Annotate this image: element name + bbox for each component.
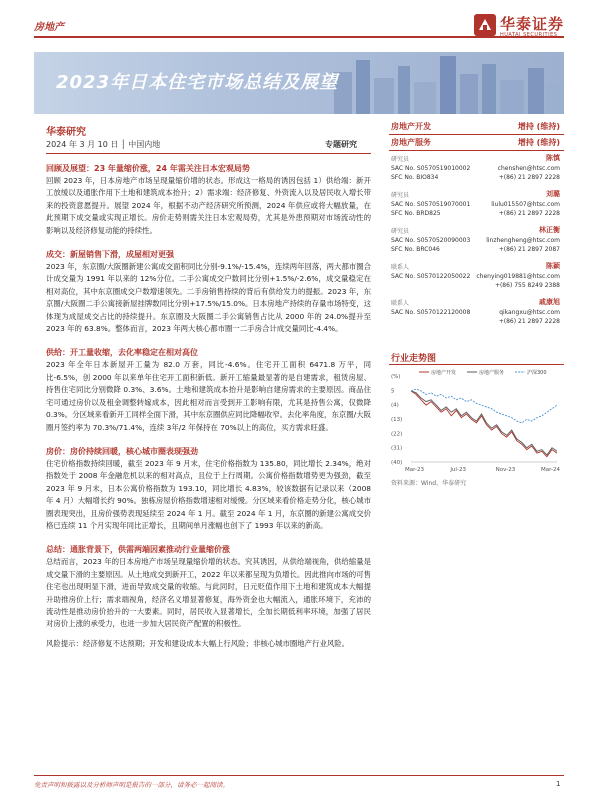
trend-chart-title: 行业走势图 xyxy=(391,354,437,364)
chart-source: 资料来源：Wind，华泰研究 xyxy=(391,480,467,487)
rating-value: 增持 (维持) xyxy=(517,122,560,131)
series-line xyxy=(411,391,557,457)
company-logo xyxy=(474,12,574,42)
analyst-name: 戚康旭 xyxy=(539,298,560,306)
legend-label: 房地产服务 xyxy=(479,370,505,376)
analyst-sfc: SFC No. BIO834 xyxy=(391,174,439,181)
analyst-phone: +(86) 21 2897 2228 xyxy=(498,210,560,217)
page-header xyxy=(0,0,600,46)
y-tick-label: (13) xyxy=(391,417,403,423)
rating-row xyxy=(389,135,564,150)
analyst-phone: +(86) 21 2897 2228 xyxy=(498,174,560,181)
y-tick-label: (%) xyxy=(391,374,401,380)
footer-disclaimer: 免责声明和披露以及分析师声明是报告的一部分，请务必一起阅读。 xyxy=(34,781,229,789)
analyst-card xyxy=(389,151,564,187)
rating-sector: 房地产开发 xyxy=(391,122,431,131)
industry-trend-chart xyxy=(389,368,564,476)
analyst-phone: +(86) 21 2897 2087 xyxy=(498,246,560,253)
analyst-email[interactable]: chenshen@htsc.com xyxy=(497,165,560,172)
analyst-sfc: SFC No. BRC046 xyxy=(391,246,440,253)
analyst-role: 研究员 xyxy=(391,156,410,163)
analyst-role: 联系人 xyxy=(391,300,410,307)
legend-label: 房地产开发 xyxy=(431,370,457,376)
analyst-phone: +(86) 755 8249 2388 xyxy=(494,282,560,289)
footer-divider xyxy=(34,775,564,776)
research-org: 华泰研究 xyxy=(46,127,86,138)
analyst-sfc: SFC No. BRD825 xyxy=(391,210,441,217)
analyst-email[interactable]: linzhengheng@htsc.com xyxy=(486,237,560,244)
analyst-sac: SAC No. S0570519070001 xyxy=(391,201,471,208)
x-tick-label: Jul-23 xyxy=(450,467,466,473)
section-title: 房价：房价持续回暖，核心城市圈表现强劲 xyxy=(46,446,198,456)
section-title: 回顾及展望：23 年量缩价涨，24 年需关注日本宏观局势 xyxy=(46,164,250,173)
analyst-name: 陈颖 xyxy=(546,262,560,270)
rating-row xyxy=(389,119,564,134)
analyst-email[interactable]: liulu015507@htsc.com xyxy=(491,201,560,208)
analyst-role: 研究员 xyxy=(391,228,410,235)
y-tick-label: (31) xyxy=(391,445,403,452)
x-tick-label: Mar-23 xyxy=(405,467,425,473)
report-date: 2024 年 3 月 10 日 │ 中国内地 xyxy=(46,140,161,149)
rating-sector: 房地产服务 xyxy=(391,138,431,147)
section-paragraph: 回顾 2023 年，日本房地产市场呈现量缩价增的状态。形成这一格局的诱因包括 1）供给端：新开工放缓以及通胀作用下土地和建筑成本抬升；2）需求端：经济修复、外资流入以及居民收入增长带来的投资意愿提升。展望 2024 年，根据不动产经济研究所预测，2024 年供应或将大幅放量，在此预期下成交量或实现正增长。房价走势则需关注日本宏观局势，尤其是外患预期对市场流动性的影响以及经济修复动能的持续性。 xyxy=(46,176,371,235)
analyst-card xyxy=(389,295,564,331)
analyst-name: 刘璐 xyxy=(546,190,560,198)
risk-warning: 风险提示：经济修复不达预期；开发和建设成本大幅上行风险；非核心城市圈地产行业风险。 xyxy=(46,638,350,648)
analyst-phone: +(86) 21 2897 2228 xyxy=(498,318,560,325)
analyst-card xyxy=(389,223,564,259)
analyst-sac: SAC No. S0570122050022 xyxy=(391,273,471,280)
logo-text-cn: 华泰证券 xyxy=(500,15,565,33)
logo-text-en: HUATAI SECURITIES xyxy=(500,32,558,38)
title-banner xyxy=(34,52,564,114)
analyst-card xyxy=(389,259,564,295)
section-paragraph: 总结而言，2023 年的日本房地产市场呈现量缩价增的状态。究其诱因，从供给端视角，供给缩量是成交量下滑的主要原因。从土地成交到新开工，2022 年以来都呈现为负增长。因此推向市场的可售住宅也出现明显下滑，进而导致成交量的收缩。与此同时，日元贬值作用下土地和建筑成本大幅提升助推房价上行；需求端视角，经济名义增显著修复，海外资金也大幅流入，通胀环境下，充沛的流动性是推动房价抬升的一大要素。同时，居民收入显著增长，全加长期低利率环境，加强了居民对房价上涨的承受力，也进一步加大居民资产配置的积极性。 xyxy=(46,557,371,629)
report-title: 2023年日本住宅市场总结及展望 xyxy=(56,72,339,93)
analyst-email[interactable]: qikangxu@htsc.com xyxy=(499,309,560,316)
y-tick-label: 5 xyxy=(391,388,395,395)
y-tick-label: (4) xyxy=(391,402,399,409)
report-type: 专题研究 xyxy=(325,140,357,149)
analyst-role: 研究员 xyxy=(391,192,410,199)
analyst-sac: SAC No. S0570122120008 xyxy=(391,309,471,316)
section-title: 总结：通胀背景下，供需两端因素推动行业量缩价涨 xyxy=(46,545,230,555)
analyst-name: 林正衡 xyxy=(539,226,560,234)
sidebar xyxy=(389,119,564,331)
logo-mark-icon xyxy=(474,14,496,36)
report-category-tag: 房地产 xyxy=(34,22,64,33)
x-tick-label: Mar-24 xyxy=(541,467,561,473)
legend-label: 沪深300 xyxy=(527,370,547,376)
analyst-role: 联系人 xyxy=(391,264,410,271)
section-summary xyxy=(46,543,371,650)
section-title: 成交：新屋销售下滑，成屋相对更强 xyxy=(46,250,174,260)
y-tick-label: (40) xyxy=(391,460,403,466)
analyst-sac: SAC No. S0570519010002 xyxy=(391,165,471,172)
rating-value: 增持 (维持) xyxy=(517,138,560,147)
section-paragraph: 2023 年，东京圈/大阪圈新建公寓成交面积同比分别-9.1%/-15.4%，连续两年回落，两大都市圈合计成交量为 1991 年以来的 12%分位。二手公寓成交户数同比分别+1.5%/-2.6%，成交量稳定在相对高位，其中东京圈成交户数增速领先。二手房销售持续的背后有供给发力的提振。2023 年，东京圈/大阪圈二手公寓接新屋挂牌数同比分别+17.5%/15.0%。日本房地产持续的存量市场特变，这体现为成屋成交占比的持续提升。东京圈及大阪圈二手公寓销售占比从 2000 年的 24.0%提升至 2023 年的 63.8%。整体而言，2023 年两大核心都市圈一二手房合计成交量同比-4.4%。 xyxy=(46,262,372,334)
y-tick-label: (22) xyxy=(391,431,403,438)
analyst-sac: SAC No. S0570520090003 xyxy=(391,237,471,244)
analyst-name: 陈慎 xyxy=(546,154,560,162)
section-supply xyxy=(46,346,371,433)
page-number: 1 xyxy=(556,780,561,788)
section-prices xyxy=(46,445,371,532)
section-transactions xyxy=(46,248,371,335)
analyst-email[interactable]: chenying019881@htsc.com xyxy=(476,273,560,280)
section-paragraph: 2023 年全年日本新屋开工量为 82.0 万套，同比-4.6%。住宅开工面积 6471.8 万平，同比-6.5%，创 2000 年以来单年住宅开工面积新低。新开工缩量最显著的是自建需求，租赁房屋、持售住宅同比分别微降 0.3%、3.6%。土地和建筑成本抬升是影响自建房需求的主要原因。商品住宅可通过房价以及租金调整转嫁成本，因此相对而言受到开工影响有限，尤其是持售公寓，仅微降 0.3%。分区域来看新开工同样全面下滑，其中东京圈供应同比降幅收窄。去化率角度，东京圈/大阪圈月签约率为 70.3%/71.4%，连续 3年/2 年保持在 70%以上的高位，买方需求旺盛。 xyxy=(46,360,371,432)
x-tick-label: Nov-23 xyxy=(495,467,516,473)
series-line xyxy=(411,391,557,455)
analyst-card xyxy=(389,187,564,223)
section-paragraph: 住宅价格指数持续回暖，截至 2023 年 9 月末，住宅价格指数为 135.80，同比增长 2.34%，绝对指数处于 2008 年金融危机以来的相对高点，且位于上行周期。公寓价格指数增势更为强劲，截至 2023 年 9 月末，日本公寓价格指数为 193.10，同比增长 4.83%，较该数据有记录以来（2008 年 4 月）大幅增长约 90%。独栋房屋价格指数增速相对缓慢。分区域来看价格走势分化，核心城市圈表现突出，且房价强势表现延续至 2024 年 1 月。截至 2024 年 1 月，东京圈的新建公寓成交价格已连续 11 个月实现年同比正增长，且期间单月涨幅也创下了 1993 年以来的新高。 xyxy=(46,458,371,530)
section-review xyxy=(46,162,371,237)
section-title: 供给：开工量收缩，去化率稳定在相对高位 xyxy=(46,348,198,358)
trend-divider xyxy=(389,364,564,365)
meta-divider xyxy=(46,153,371,154)
report-body xyxy=(46,158,371,650)
